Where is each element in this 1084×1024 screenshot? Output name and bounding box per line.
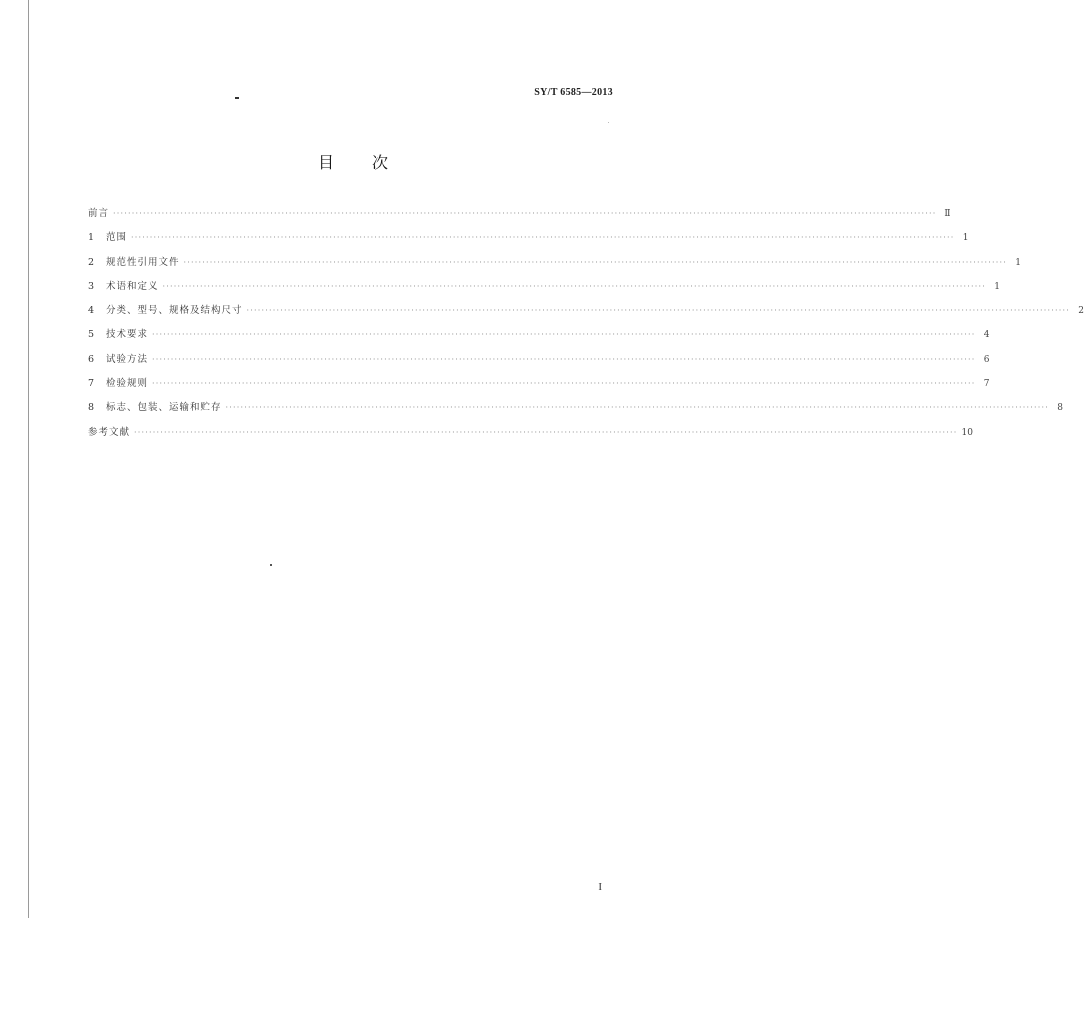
toc-entry-label: 术语和定义 [106,280,159,292]
toc-dot-leader: ···························································································································································································································· [152,379,976,389]
toc-entry-page: 8 [1057,403,1063,414]
toc-dot-leader: ···························································································································································································································· [113,209,937,218]
toc-dot-leader: ···························································································································································································································· [152,330,976,340]
toc-entry-number: 2 [88,256,95,268]
toc-entry-page: 1 [962,233,969,244]
toc-entry-page: 2 [1078,306,1084,317]
toc-dot-leader: ···························································································································································································································· [183,257,1007,267]
toc-entry[interactable] [88,229,969,253]
toc-entry[interactable] [88,375,990,399]
toc-entry[interactable] [88,424,973,448]
toc-entry-label: 分类、型号、规格及结构尺寸 [106,305,243,317]
scan-speck [235,97,239,99]
toc-entry-number: 3 [88,280,95,292]
toc-dot-leader: ···························································································································································································································· [246,306,1070,316]
scan-speck [270,564,272,566]
toc-entry-page: 7 [983,379,990,390]
toc-entry-label: 规范性引用文件 [106,256,180,268]
toc-dot-leader: ···························································································································································································································· [225,403,1049,413]
toc-entry-page: 1 [1015,257,1021,268]
standard-code: SY/T 6585—2013 [534,87,613,98]
toc-entry-page: 10 [961,427,973,438]
toc-entry-page: 4 [983,330,990,341]
toc-title: 目次 [318,153,427,172]
toc-entry[interactable] [88,326,990,350]
toc-entry-label: 标志、包装、运输和贮存 [106,402,222,414]
toc-entry-page: Ⅱ [944,209,951,219]
page-number: I [598,881,602,893]
toc-entry[interactable] [88,351,990,375]
toc-entry[interactable] [88,278,1000,302]
binding-edge-line [28,0,29,918]
scan-speck [608,122,609,123]
toc-dot-leader: ···························································································································································································································· [134,427,958,437]
toc-entry-number: 8 [88,402,95,414]
toc-entry[interactable] [88,302,1084,326]
toc-dot-leader: ···························································································································································································································· [131,233,955,243]
toc-entry-label: 范围 [106,232,128,244]
toc-entry-number: 1 [88,232,95,244]
table-of-contents [88,205,1084,448]
toc-dot-leader: ···························································································································································································································· [162,281,986,291]
toc-entry[interactable] [88,254,1021,278]
toc-entry[interactable] [88,205,951,229]
toc-entry-label: 参考文献 [88,426,131,438]
toc-entry-label: 前言 [88,208,110,219]
toc-entry-page: 1 [994,281,1000,292]
toc-entry-number: 7 [88,378,95,390]
toc-entry-number: 6 [88,353,95,365]
toc-entry-number: 5 [88,329,95,341]
toc-entry-label: 检验规则 [106,378,149,390]
toc-entry-number: 4 [88,305,95,317]
toc-entry-page: 6 [983,354,990,365]
toc-entry-label: 试验方法 [106,353,149,365]
toc-entry[interactable] [88,399,1063,423]
toc-dot-leader: ···························································································································································································································· [152,354,976,364]
toc-entry-label: 技术要求 [106,329,149,341]
